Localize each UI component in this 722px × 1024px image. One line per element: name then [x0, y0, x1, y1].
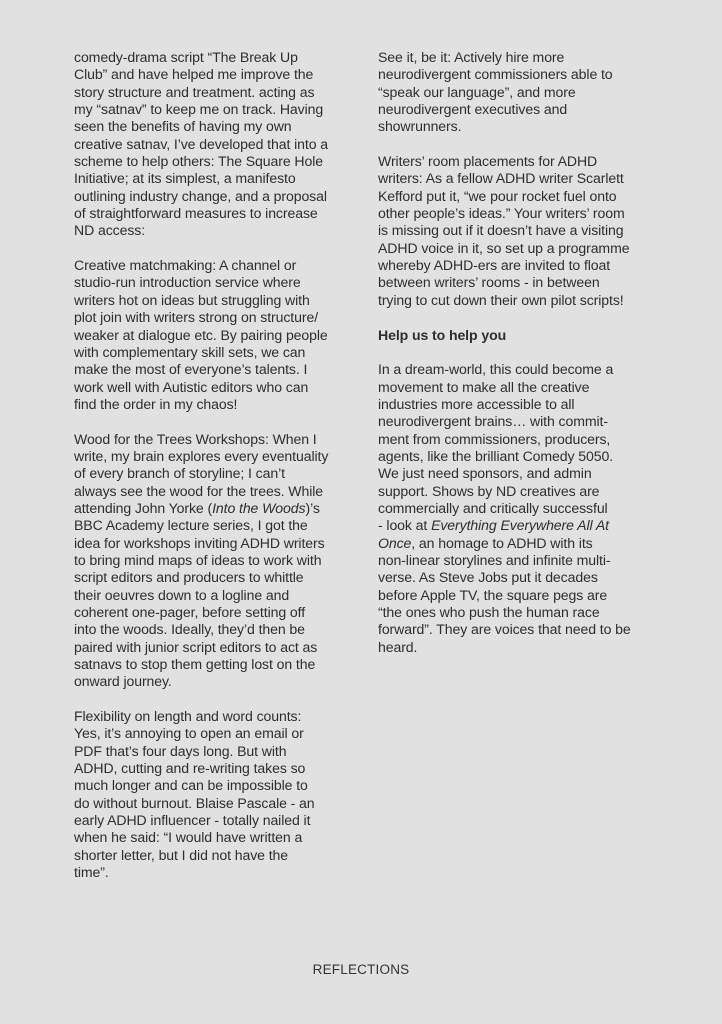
book-title: Into the Woods — [212, 499, 306, 516]
paragraph-see-it-be-it: See it, be it: Actively hire more neurodivergent commissioners able to “speak our language”, and more neurodivergent executives and showrunners. — [378, 49, 613, 135]
page-footer-section-label: REFLECTIONS — [312, 962, 410, 977]
paragraph-wood-for-trees — [74, 431, 349, 691]
paragraph-flexibility: Flexibility on length and word counts: Yes, it’s annoying to open an email or PDF that’s four days long. But with ADHD, cutting and re-writing takes so much longer and can be impossible to do without burnout. Blaise Pascale - an early ADHD influencer - totally nailed it when he said: “I would have written a shorter letter, but I did not have the time”. — [74, 708, 315, 881]
right-column — [378, 49, 658, 673]
paragraph-intro: comedy-drama script “The Break Up Club” and have helped me improve the story structure and treatment. acting as my “satnav” to keep me on track. Having seen the benefits of having my own creative satnav, I’ve developed that into a scheme to help others: The Square Hole Initiative; at its simplest, a manifesto outlining industry change, and a proposal of straightforward measures to increase ND access: — [74, 49, 328, 239]
text: In a dream-world, this could become a movement to make all the creative industries more accessible to all neurodivergent brains… with commit- ment from commissioners, producers, agents, like the brilliant Comedy 5050. We just need sponsors, and admin support. Shows by ND creatives are commercially and critically successful - look at — [378, 361, 614, 534]
paragraph-writers-room: Writers’ room placements for ADHD writers: As a fellow ADHD writer Scarlett Kefford put it, “we pour rocket fuel onto other people’s ideas.” Your writers’ room is missing out if it doesn’t have a visiting ADHD voice in it, so set up a programme whereby ADHD-ers are invited to float between writers’ rooms - in between trying to cut down their own pilot scripts! — [378, 153, 630, 308]
section-heading: Help us to help you — [378, 326, 507, 343]
text: )’s BBC Academy lecture series, I got the idea for workshops inviting ADHD writers to bring mind maps of ideas to work with script editors and producers to whittle their oeuvres down to a logline and coherent one-pager, before setting off into the woods. Ideally, they’d then be paired with junior script editors to act as satnavs to stop them getting lost on the onward journey. — [74, 499, 325, 690]
paragraph-creative-matchmaking: Creative matchmaking: A channel or studio-run introduction service where writers hot on ideas but struggling with plot join with writers strong on structure/ weaker at dialogue etc. By pairing people with complementary skill sets, we can make the most of everyone’s talents. I work well with Autistic editors who can find the order in my chaos! — [74, 257, 328, 412]
left-column — [74, 49, 349, 899]
paragraph-dream-world — [378, 361, 658, 656]
film-title: Everything Everywhere All At Once — [378, 517, 609, 551]
text: , an homage to ADHD with its non-linear storylines and infinite multi- verse. As Steve Jobs put it decades before Apple TV, the square pegs are “the ones who push the human race forward”. They are voices that need to be heard. — [378, 534, 631, 655]
text: Wood for the Trees Workshops: When I write, my brain explores every eventuality of every branch of storyline; I can’t always see the wood for the trees. While attending John Yorke ( — [74, 430, 329, 516]
